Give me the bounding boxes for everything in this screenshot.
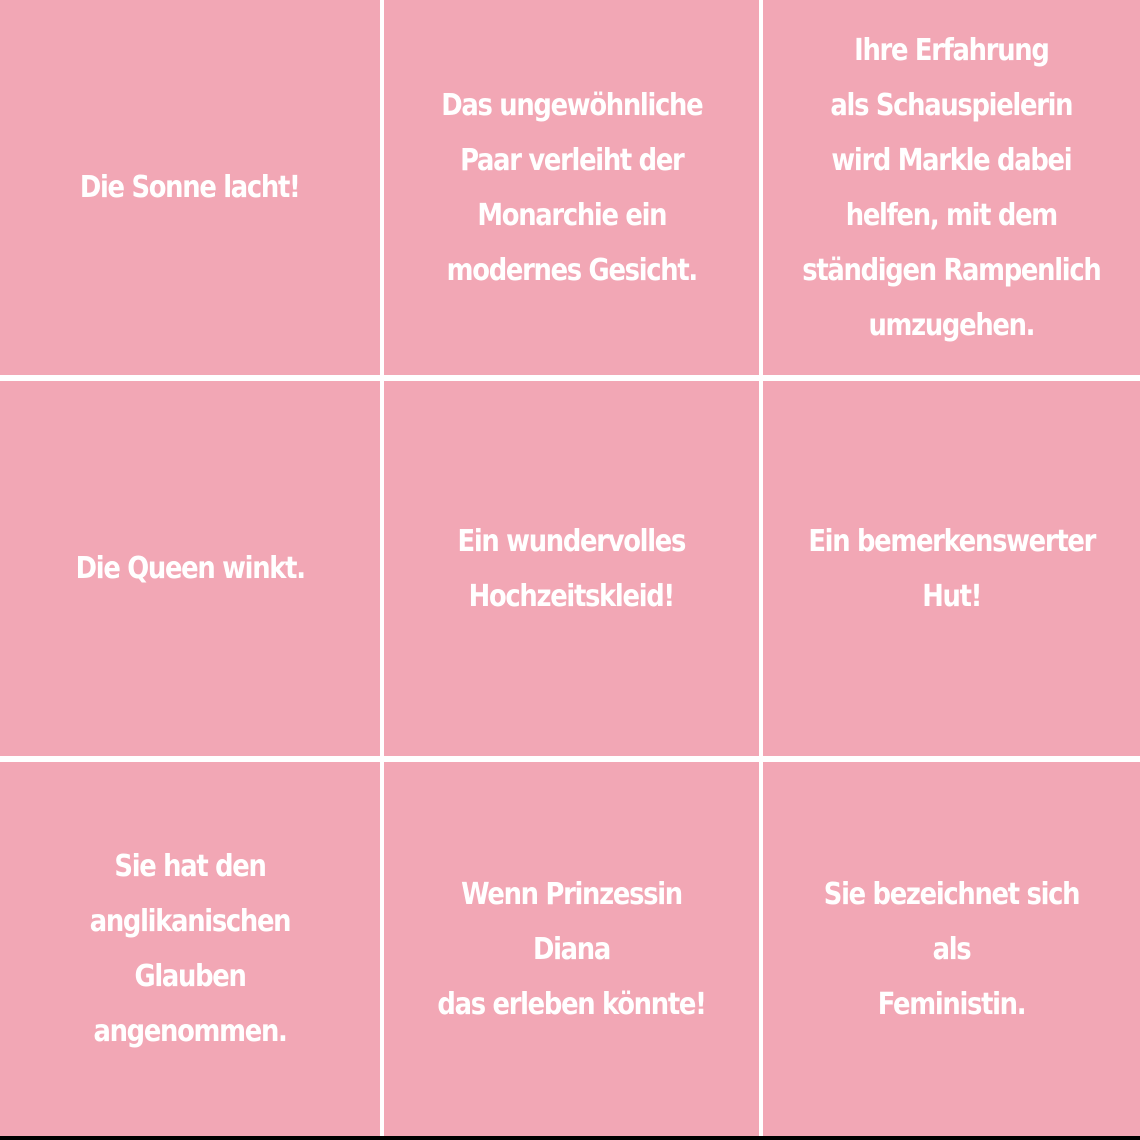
tile-text: Die Sonne lacht!	[80, 170, 300, 205]
tile-kleid[interactable]	[384, 381, 759, 756]
tile-diana[interactable]	[384, 762, 759, 1136]
tile-text: Sie bezeichnet sich als Feministin.	[823, 876, 1080, 1022]
bottom-border	[0, 1136, 1140, 1140]
tile-hut[interactable]	[763, 381, 1140, 756]
tile-text: Das ungewöhnliche Paar verleiht der Monarchie ein modernes Gesicht.	[440, 87, 703, 288]
tile-sonne[interactable]	[0, 0, 380, 375]
tile-glauben[interactable]	[0, 762, 380, 1136]
tile-text: Ein wundervolles Hochzeitskleid!	[457, 523, 686, 614]
tile-feministin[interactable]	[763, 762, 1140, 1136]
tile-text: Wenn Prinzessin Diana das erleben könnte!	[437, 876, 706, 1022]
tile-queen[interactable]	[0, 381, 380, 756]
tile-erfahrung[interactable]	[763, 0, 1140, 375]
tile-paar[interactable]	[384, 0, 759, 375]
tile-text: Die Queen winkt.	[75, 551, 305, 586]
tile-text: Sie hat den anglikanischen Glauben angenommen.	[89, 849, 291, 1049]
tile-text: Ihre Erfahrung als Schauspielerin wird Markle dabei helfen, mit dem ständigen Rampenlich umzugehen.	[802, 32, 1101, 343]
tile-text: Ein bemerkenswerter Hut!	[808, 523, 1095, 614]
